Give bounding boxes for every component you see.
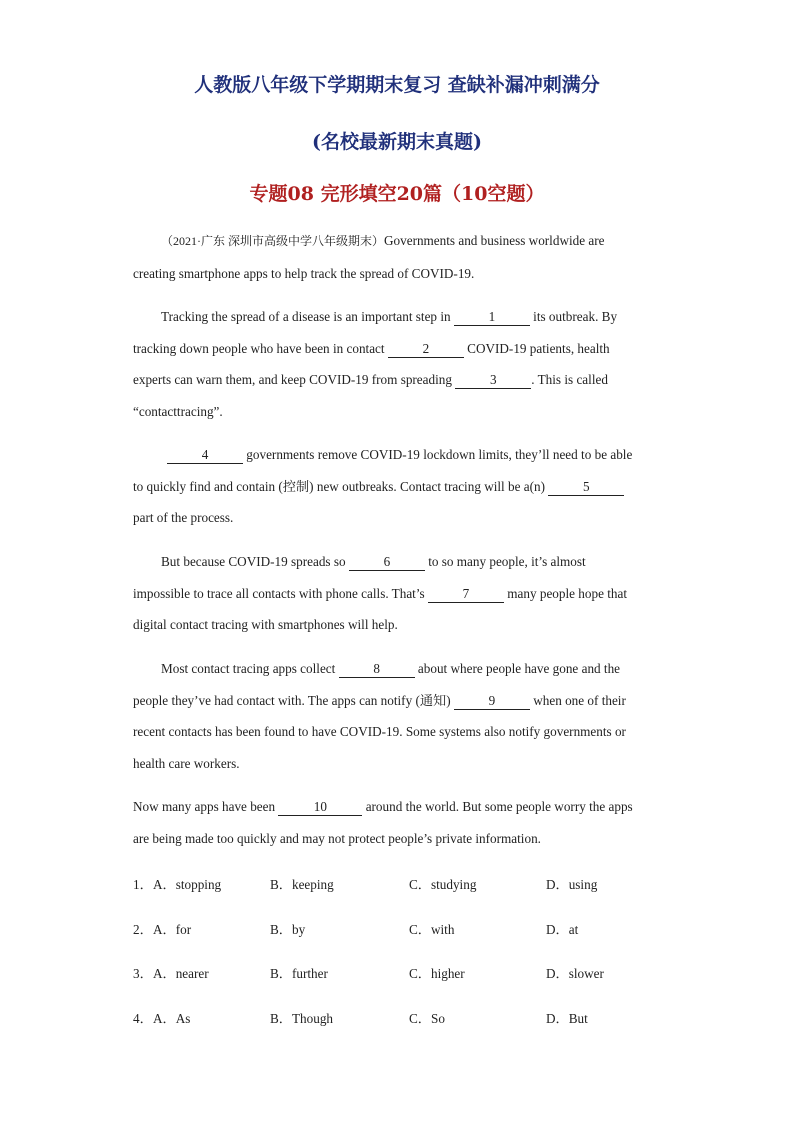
- question-number: 4．: [133, 1011, 153, 1026]
- paragraph-text: around the world. But some people worry the apps: [362, 799, 633, 814]
- intro-text: Governments and business worldwide are: [384, 233, 605, 248]
- question-number: 2．: [133, 922, 153, 937]
- passage-paragraph-1: [133, 301, 663, 427]
- blank-5[interactable]: 5: [548, 479, 624, 496]
- document-subtitle: (名校最新期末真题): [312, 131, 482, 153]
- section-title: 专题08 完形填空20篇（10空题）: [249, 183, 545, 205]
- passage-paragraph-3: [133, 546, 663, 641]
- paragraph-text: Now many apps have been: [133, 799, 279, 814]
- paragraph-text: Most contact tracing apps collect: [161, 661, 339, 676]
- paragraph-text: Tracking the spread of a disease is an important step in: [161, 309, 454, 324]
- option-c[interactable]: C．higher: [409, 966, 465, 981]
- passage-intro: [133, 225, 663, 289]
- option-b[interactable]: B．keeping: [270, 877, 334, 892]
- passage-paragraph-4: [133, 653, 663, 779]
- paragraph-text: when one of their: [529, 692, 626, 708]
- paragraph-text: impossible to trace all contacts with phone calls. That’s: [133, 585, 428, 601]
- option-c[interactable]: C．So: [409, 1011, 445, 1026]
- option-a[interactable]: A．As: [153, 1011, 191, 1026]
- source-label: （2021·广东 深圳市高级中学八年级期末）: [161, 234, 384, 248]
- blank-10[interactable]: 10: [278, 799, 362, 816]
- option-b[interactable]: B．by: [270, 922, 306, 937]
- paragraph-text: part of the process.: [133, 510, 234, 525]
- paragraph-text: . This is called: [531, 372, 608, 387]
- paragraph-text: its outbreak. By: [529, 309, 618, 324]
- paragraph-text: COVID-19 patients, health: [463, 340, 610, 356]
- option-d[interactable]: D．But: [546, 1011, 588, 1026]
- option-c[interactable]: C．with: [409, 922, 455, 937]
- blank-8[interactable]: 8: [339, 661, 415, 678]
- paragraph-text: to so many people, it’s almost: [424, 554, 586, 569]
- passage-paragraph-2: [133, 439, 663, 534]
- option-d[interactable]: D．using: [546, 877, 598, 892]
- paragraph-text: But because COVID-19 spreads so: [161, 554, 349, 569]
- paragraph-text: people they’ve had contact with. The apps can notify (通知): [133, 692, 454, 708]
- paragraph-text: health care workers.: [133, 755, 240, 771]
- blank-7[interactable]: 7: [428, 586, 504, 603]
- paragraph-text: recent contacts has been found to have COVID-19. Some systems also notify governments or: [133, 724, 626, 739]
- blank-6[interactable]: 6: [349, 554, 425, 571]
- option-b[interactable]: B．further: [270, 966, 328, 981]
- option-a[interactable]: A．for: [153, 922, 192, 937]
- option-a[interactable]: A．nearer: [153, 966, 209, 981]
- blank-3[interactable]: 3: [455, 372, 531, 389]
- paragraph-text: governments remove COVID-19 lockdown limits, they’ll need to be able: [243, 447, 633, 462]
- question-number: 3．: [133, 966, 153, 981]
- paragraph-text: are being made too quickly and may not protect people’s private information.: [133, 830, 541, 846]
- paragraph-text: tracking down people who have been in contact: [133, 340, 388, 356]
- blank-2[interactable]: 2: [388, 341, 464, 358]
- paragraph-text: many people hope that: [503, 585, 627, 601]
- option-a[interactable]: A．stopping: [153, 877, 222, 892]
- paragraph-text: to quickly find and contain (控制) new outbreaks. Contact tracing will be a(n): [133, 478, 549, 494]
- intro-text: creating smartphone apps to help track the spread of COVID-19.: [133, 265, 475, 281]
- passage-paragraph-5: [133, 791, 663, 854]
- paragraph-text: “contacttracing”.: [133, 403, 223, 419]
- option-d[interactable]: D．at: [546, 922, 579, 937]
- blank-4[interactable]: 4: [167, 447, 243, 464]
- option-d[interactable]: D．slower: [546, 966, 604, 981]
- question-number: 1．: [133, 877, 153, 892]
- option-b[interactable]: B．Though: [270, 1011, 334, 1026]
- blank-1[interactable]: 1: [454, 309, 530, 326]
- document-title: 人教版八年级下学期期末复习 查缺补漏冲刺满分: [194, 74, 600, 96]
- paragraph-text: digital contact tracing with smartphones will help.: [133, 617, 398, 632]
- blank-9[interactable]: 9: [454, 693, 530, 710]
- option-c[interactable]: C．studying: [409, 877, 477, 892]
- paragraph-text: about where people have gone and the: [414, 661, 621, 676]
- paragraph-text: experts can warn them, and keep COVID-19 from spreading: [133, 372, 456, 387]
